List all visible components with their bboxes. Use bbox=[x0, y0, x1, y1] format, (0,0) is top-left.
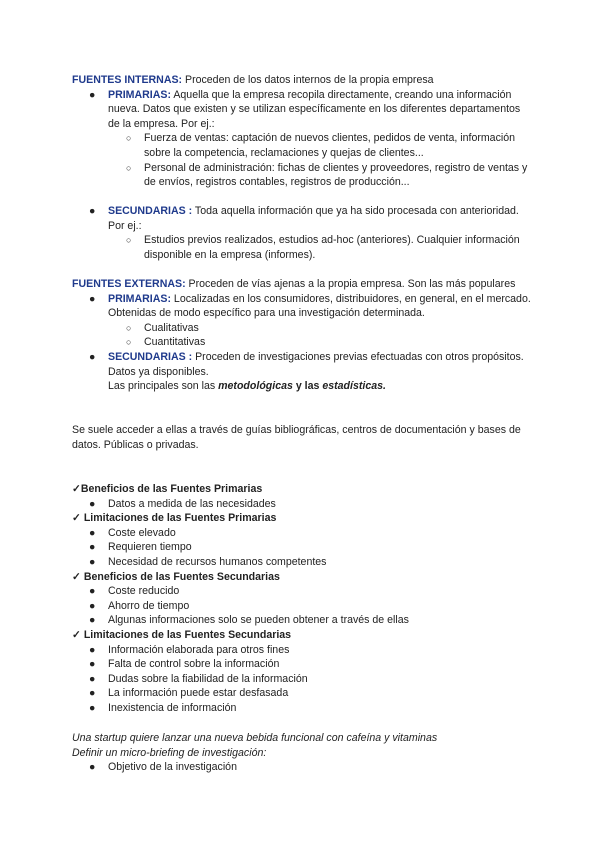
section-heading: ✓ Beneficios de las Fuentes Secundarias bbox=[72, 570, 280, 583]
check-icon: ✓ bbox=[72, 512, 81, 525]
fuentes-externas-heading: FUENTES EXTERNAS: Proceden de vías ajenas a la propia empresa. Son las más populares bbox=[72, 278, 516, 290]
internas-secundarias bbox=[72, 204, 532, 262]
bullet-icon: ● bbox=[89, 614, 96, 627]
list-item: ● Dudas sobre la fiabilidad de la información bbox=[89, 672, 308, 685]
list-item: ● Información elaborada para otros fines bbox=[89, 643, 290, 656]
list-item: ● Coste elevado bbox=[89, 526, 176, 539]
list-item: ○ Estudios previos realizados, estudios ad-hoc (anteriores). Cualquier información disponible en la empresa (informes). bbox=[126, 234, 520, 261]
bullet-icon: ● bbox=[89, 701, 96, 714]
fuentes-externas-section bbox=[72, 277, 532, 394]
list-item: ● Objetivo de la investigación bbox=[89, 761, 237, 774]
list-item: ○ Fuerza de ventas: captación de nuevos clientes, pedidos de venta, información sobre la competencia, reclamaciones y quejas de clientes... bbox=[126, 132, 516, 159]
check-icon: ✓ bbox=[72, 570, 81, 583]
list-item: ● Requieren tiempo bbox=[89, 541, 192, 554]
list-item: ● La información puede estar desfasada bbox=[89, 687, 289, 700]
benefits-limitations bbox=[72, 482, 532, 716]
list-item: ● SECUNDARIAS : Toda aquella información que ya ha sido procesada con anterioridad. Por ej.: bbox=[89, 205, 519, 232]
section-heading: ✓Beneficios de las Fuentes Primarias bbox=[72, 483, 263, 495]
bullet-icon: ● bbox=[89, 672, 96, 685]
list-item: ○ Personal de administración: fichas de clientes y proveedores, registro de ventas y de envíos, registros contables, registros de producción... bbox=[126, 161, 528, 189]
list-item: ● PRIMARIAS: Localizadas en los consumidores, distribuidores, en general, en el mercado. Obtenidas de modo específico para una investigación determinada. bbox=[89, 292, 531, 320]
bullet-icon: ● bbox=[89, 205, 96, 217]
list-item: ○ Cuantitativas bbox=[126, 336, 206, 349]
list-item: ● Necesidad de recursos humanos competentes bbox=[89, 555, 327, 568]
startup-section: Una startup quiere lanzar una nueva bebida funcional con cafeína y vitaminas Definir un micro-briefing de investigación: ● Objetivo de la investigación bbox=[72, 731, 532, 775]
fuentes-internas-section bbox=[72, 73, 532, 190]
acceso-paragraph: Se suele acceder a ellas a través de guías bibliográficas, centros de documentación y bases de datos. Públicas o privadas. bbox=[72, 424, 521, 451]
check-icon: ✓ bbox=[72, 483, 81, 495]
list-item: ● Datos a medida de las necesidades bbox=[89, 497, 276, 510]
section-heading: ✓ Limitaciones de las Fuentes Primarias bbox=[72, 512, 277, 525]
circle-bullet-icon: ○ bbox=[126, 322, 132, 333]
list-item: ○ Cualitativas bbox=[126, 321, 199, 334]
check-icon: ✓ bbox=[72, 628, 81, 641]
circle-bullet-icon: ○ bbox=[126, 133, 132, 144]
list-item: ● Inexistencia de información bbox=[89, 701, 237, 714]
list-item: ● SECUNDARIAS : Proceden de investigaciones previas efectuadas con otros propósitos. Datos ya disponibles. Las principales son las metodológicas y las estadísticas. bbox=[89, 350, 524, 393]
bullet-icon: ● bbox=[89, 88, 96, 101]
bullet-icon: ● bbox=[89, 541, 96, 554]
list-item: ● Coste reducido bbox=[89, 585, 180, 598]
bullet-icon: ● bbox=[89, 526, 96, 539]
list-item: ● PRIMARIAS: Aquella que la empresa recopila directamente, creando una información nueva. Datos que existen y se utilizan específicamente en los diferentes departamentos de la empresa. Por ej.: bbox=[89, 88, 521, 130]
bullet-icon: ● bbox=[89, 761, 96, 774]
circle-bullet-icon: ○ bbox=[126, 235, 132, 246]
bullet-icon: ● bbox=[89, 555, 96, 568]
list-item: ● Ahorro de tiempo bbox=[89, 599, 190, 612]
fuentes-internas-heading: FUENTES INTERNAS: Proceden de los datos internos de la propia empresa bbox=[72, 74, 434, 86]
bullet-icon: ● bbox=[89, 585, 96, 598]
bullet-icon: ● bbox=[89, 497, 96, 510]
bullet-icon: ● bbox=[89, 599, 96, 612]
circle-bullet-icon: ○ bbox=[126, 337, 132, 348]
bullet-icon: ● bbox=[89, 643, 96, 656]
bullet-icon: ● bbox=[89, 350, 96, 363]
bullet-icon: ● bbox=[89, 687, 96, 700]
list-item: ● Falta de control sobre la información bbox=[89, 658, 280, 671]
circle-bullet-icon: ○ bbox=[126, 162, 132, 173]
bullet-icon: ● bbox=[89, 658, 96, 671]
section-heading: ✓ Limitaciones de las Fuentes Secundarias bbox=[72, 628, 292, 641]
list-item: ● Algunas informaciones solo se pueden obtener a través de ellas bbox=[89, 614, 409, 627]
bullet-icon: ● bbox=[89, 292, 96, 305]
